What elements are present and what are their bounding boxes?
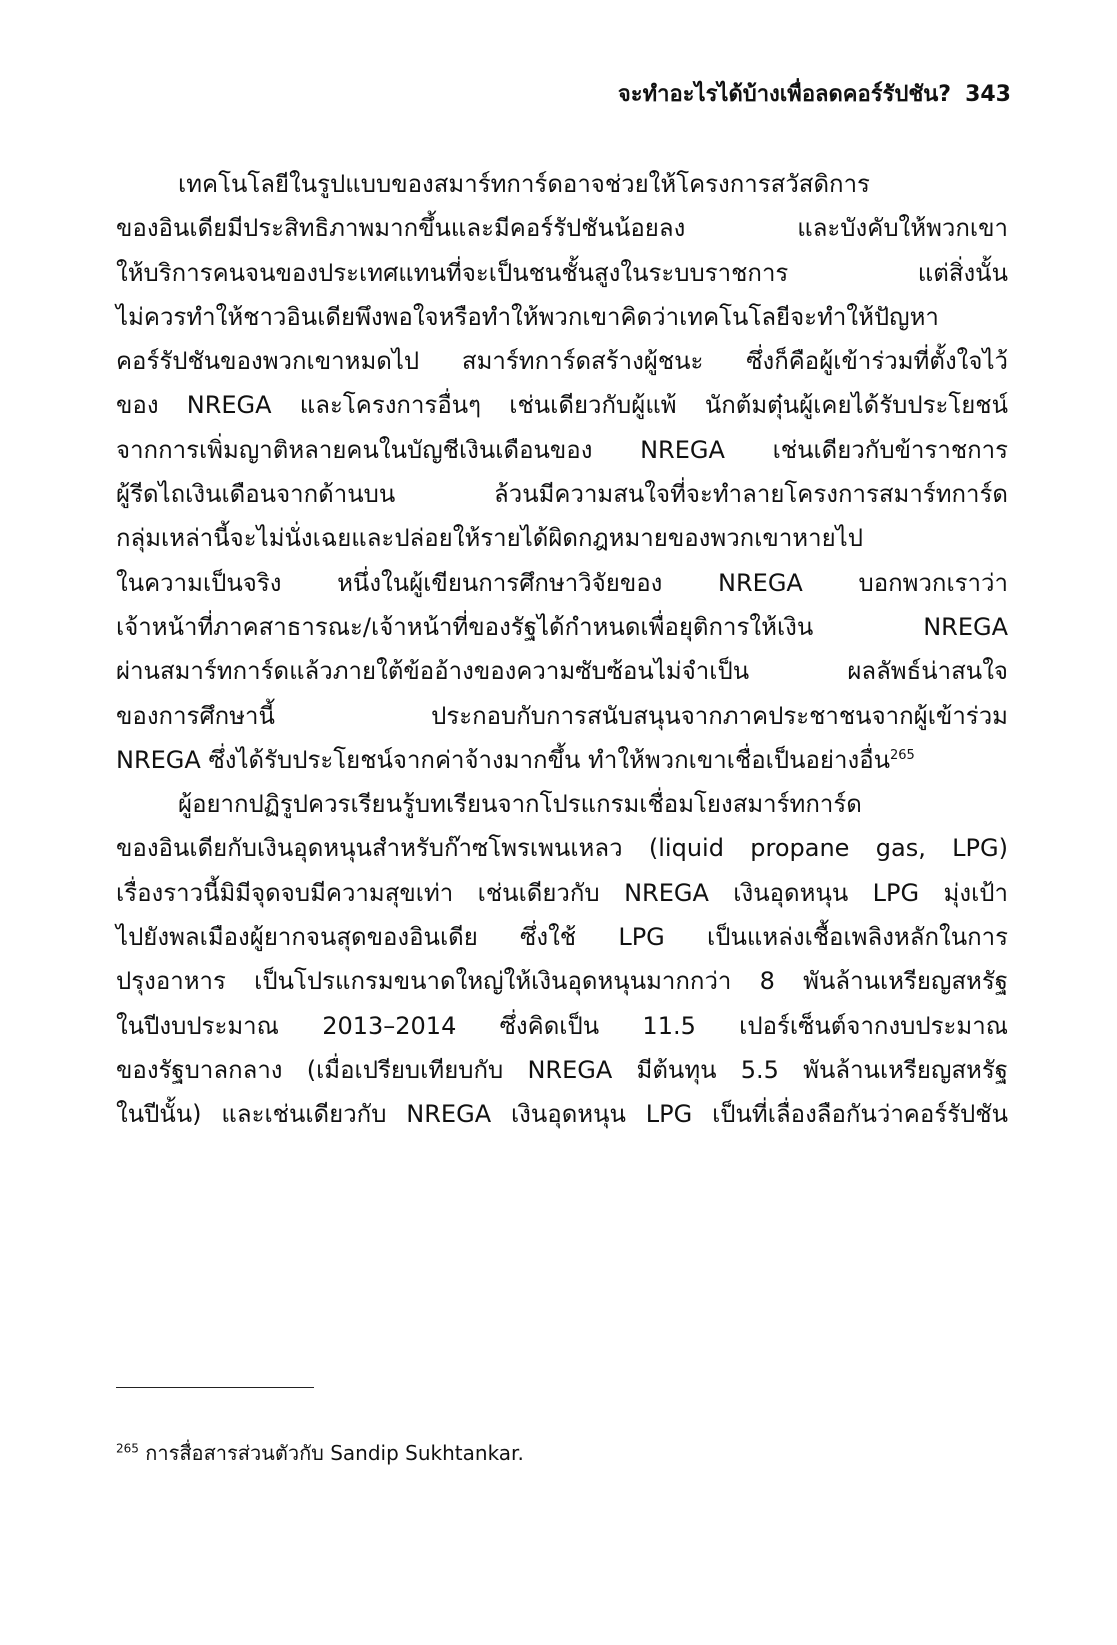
text-line: เรื่องราวนี้มิมีจุดจบมีความสุขเท่า เช่นเดียวกับ NREGA เงินอุดหนุน LPG มุ่งเป้า <box>116 878 1008 907</box>
text-line: ผู้รีดไถเงินเดือนจากด้านบน ล้วนมีความสนใจที่จะทำลายโครงการสมาร์ทการ์ด <box>116 480 1008 509</box>
text-line: ในปีนั้น) และเช่นเดียวกับ NREGA เงินอุดหนุน LPG เป็นที่เลื่องลือกันว่าคอร์รัปชัน <box>116 1100 1008 1129</box>
page-number: 343 <box>965 82 1011 107</box>
text-line: จากการเพิ่มญาติหลายคนในบัญชีเงินเดือนของ NREGA เช่นเดียวกับข้าราชการ <box>116 435 1008 464</box>
text-line: ให้บริการคนจนของประเทศแทนที่จะเป็นชนชั้นสูงในระบบราชการ แต่สิ่งนั้น <box>116 258 1008 287</box>
text-line: เทคโนโลยีในรูปแบบของสมาร์ทการ์ดอาจช่วยให้โครงการสวัสดิการ <box>178 170 870 198</box>
body-text <box>116 162 1008 1137</box>
text-line-with-footnote <box>116 738 1008 782</box>
text-line: ในความเป็นจริง หนึ่งในผู้เขียนการศึกษาวิจัยของ NREGA บอกพวกเราว่า <box>116 568 1008 597</box>
text-line: ของรัฐบาลกลาง (เมื่อเปรียบเทียบกับ NREGA มีต้นทุน 5.5 พันล้านเหรียญสหรัฐ <box>116 1055 1008 1084</box>
text-line: ของ NREGA และโครงการอื่นๆ เช่นเดียวกับผู้แพ้ นักต้มตุ๋นผู้เคยได้รับประโยชน์ <box>116 391 1008 420</box>
text-line: คอร์รัปชันของพวกเขาหมดไป สมาร์ทการ์ดสร้างผู้ชนะ ซึ่งก็คือผู้เข้าร่วมที่ตั้งใจไว้ <box>116 347 1008 376</box>
text-line-content: NREGA ซึ่งได้รับประโยชน์จากค่าจ้างมากขึ้น ทำให้พวกเขาเชื่อเป็นอย่างอื่น <box>116 745 891 774</box>
footnote <box>116 1437 524 1469</box>
text-line: ของอินเดียมีประสิทธิภาพมากขึ้นและมีคอร์รัปชันน้อยลง และบังคับให้พวกเขา <box>116 214 1008 243</box>
footnote-text: การสื่อสารส่วนตัวกับ Sandip Sukhtankar. <box>138 1441 524 1465</box>
text-line: เจ้าหน้าที่ภาคสาธารณะ/เจ้าหน้าที่ของรัฐได้กำหนดเพื่อยุติการให้เงิน NREGA <box>116 612 1008 641</box>
text-line: ในปีงบประมาณ 2013–2014 ซึ่งคิดเป็น 11.5 เปอร์เซ็นต์จากงบประมาณ <box>116 1011 1008 1040</box>
text-line: ไปยังพลเมืองผู้ยากจนสุดของอินเดีย ซึ่งใช้ LPG เป็นแหล่งเชื้อเพลิงหลักในการ <box>116 923 1008 952</box>
footnote-number: 265 <box>116 1441 139 1456</box>
text-line: ผ่านสมาร์ทการ์ดแล้วภายใต้ข้ออ้างของความซับซ้อนไม่จำเป็น ผลลัพธ์น่าสนใจ <box>116 657 1008 686</box>
text-line: ปรุงอาหาร เป็นโปรแกรมขนาดใหญ่ให้เงินอุดหนุนมากกว่า 8 พันล้านเหรียญสหรัฐ <box>116 967 1008 996</box>
footnote-divider <box>116 1387 314 1388</box>
text-line: กลุ่มเหล่านี้จะไม่นั่งเฉยและปล่อยให้รายได้ผิดกฎหมายของพวกเขาหายไป <box>116 524 863 553</box>
chapter-title: จะทำอะไรได้บ้างเพื่อลดคอร์รัปชัน? <box>617 82 952 107</box>
text-line: ของการศึกษานี้ ประกอบกับการสนับสนุนจากภาคประชาชนจากผู้เข้าร่วม <box>116 701 1008 730</box>
text-line: ของอินเดียกับเงินอุดหนุนสำหรับก๊าซโพรเพนเหลว (liquid propane gas, LPG) <box>116 834 1008 863</box>
running-header <box>618 76 1011 111</box>
text-line: ไม่ควรทำให้ชาวอินเดียพึงพอใจหรือทำให้พวกเขาคิดว่าเทคโนโลยีจะทำให้ปัญหา <box>116 302 939 331</box>
footnote-ref[interactable]: 265 <box>890 747 915 763</box>
text-line: ผู้อยากปฏิรูปควรเรียนรู้บทเรียนจากโปรแกรมเชื่อมโยงสมาร์ทการ์ด <box>178 790 862 819</box>
